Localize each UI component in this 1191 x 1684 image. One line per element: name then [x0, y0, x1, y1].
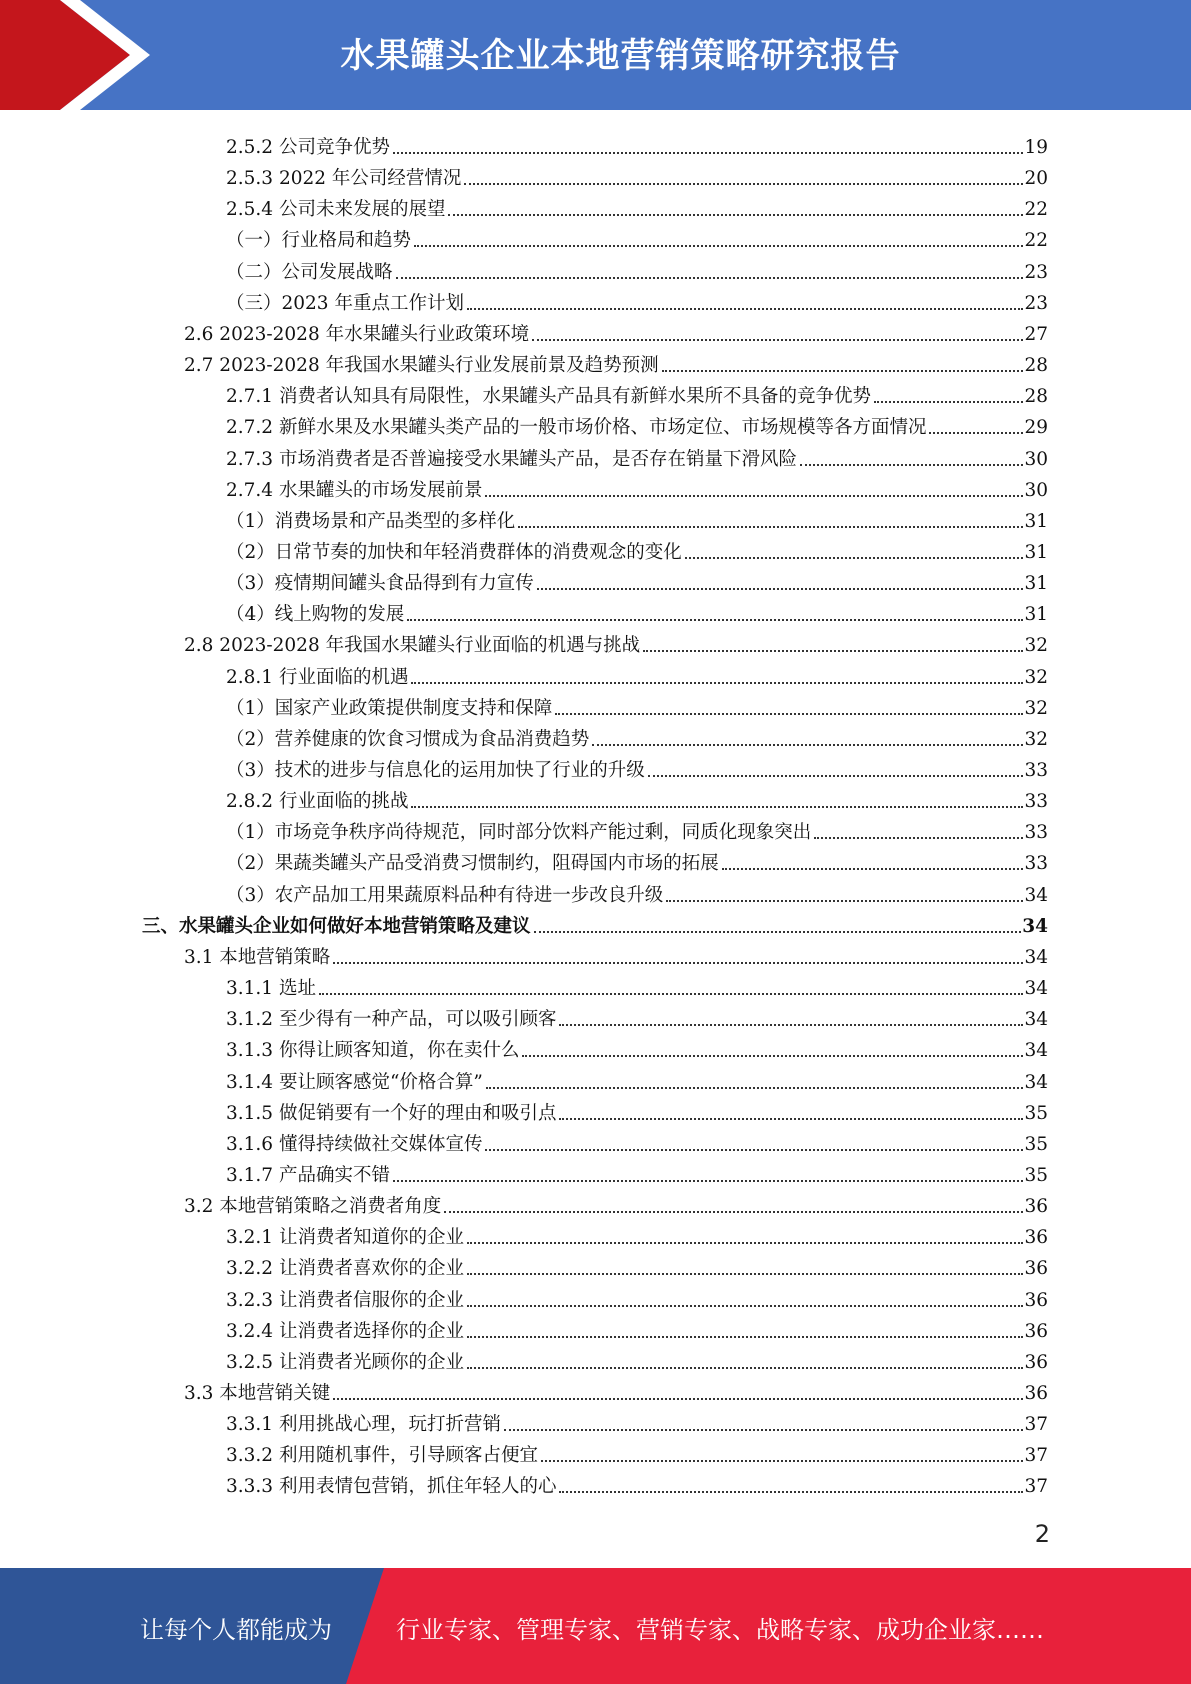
toc-dot-leader	[800, 464, 1023, 466]
report-title: 水果罐头企业本地营销策略研究报告	[340, 36, 901, 76]
toc-dot-leader	[467, 1336, 1023, 1338]
toc-entry[interactable]	[0, 1343, 1048, 1374]
toc-entry-page: 27	[1024, 323, 1048, 345]
toc-entry-title: （2）营养健康的饮食习惯成为食品消费趋势	[226, 728, 590, 750]
toc-dot-leader	[559, 1118, 1023, 1120]
toc-dot-leader	[559, 1491, 1023, 1493]
toc-dot-leader	[467, 1305, 1023, 1307]
toc-entry[interactable]	[0, 1125, 1048, 1156]
footer-banner	[0, 1568, 1191, 1684]
toc-entry-title: 2.5.4 公司未来发展的展望	[226, 199, 446, 221]
toc-entry-page: 30	[1024, 448, 1048, 470]
toc-entry-title: （2）果蔬类罐头产品受消费习惯制约，阻碍国内市场的拓展	[226, 853, 719, 875]
toc-entry-page: 34	[1022, 915, 1048, 937]
toc-entry-title: 3.1.3 你得让顾客知道，你在卖什么	[226, 1040, 520, 1062]
toc-entry-page: 36	[1024, 1383, 1048, 1404]
toc-entry-page: 33	[1024, 853, 1048, 875]
toc-entry-page: 32	[1024, 728, 1048, 750]
toc-entry-page: 32	[1024, 666, 1048, 688]
toc-entry[interactable]	[0, 782, 1048, 813]
toc-entry-title: 3.1.2 至少得有一种产品，可以吸引顾客	[226, 1009, 557, 1031]
toc-entry[interactable]	[0, 595, 1048, 626]
toc-entry[interactable]	[0, 440, 1048, 471]
toc-entry-page: 36	[1024, 1320, 1048, 1342]
toc-entry-title: 2.7 2023-2028 年我国水果罐头行业发展前景及趋势预测	[184, 355, 659, 377]
toc-entry-title: 3.2.5 让消费者光顾你的企业	[226, 1351, 464, 1373]
toc-entry-page: 22	[1024, 230, 1048, 252]
toc-dot-leader	[393, 152, 1023, 154]
toc-entry-page: 22	[1024, 199, 1048, 221]
toc-entry-title: （三）2023 年重点工作计划	[226, 292, 464, 314]
toc-dot-leader	[414, 245, 1023, 247]
toc-entry-title: （3）农产品加工用果蔬原料品种有待进一步改良升级	[226, 884, 664, 906]
toc-dot-leader	[448, 214, 1023, 216]
toc-entry[interactable]	[0, 284, 1048, 315]
toc-entry[interactable]	[0, 969, 1048, 1000]
page-number: 2	[1034, 1520, 1050, 1548]
toc-entry-page: 36	[1024, 1196, 1048, 1218]
toc-entry-page: 31	[1024, 573, 1048, 595]
toc-entry[interactable]	[0, 533, 1048, 564]
toc-entry-page: 34	[1024, 1071, 1048, 1093]
toc-entry-page: 31	[1024, 510, 1048, 532]
toc-entry-title: （1）国家产业政策提供制度支持和保障	[226, 697, 553, 719]
toc-entry-title: 3.3.2 利用随机事件，引导顾客占便宜	[226, 1445, 538, 1467]
toc-entry-page: 23	[1024, 292, 1048, 314]
toc-entry[interactable]	[0, 564, 1048, 595]
toc-entry[interactable]	[0, 346, 1048, 377]
toc-entry-title: 3.2.4 让消费者选择你的企业	[226, 1320, 464, 1342]
footer-slogan-right: 行业专家、管理专家、营销专家、战略专家、成功企业家……	[396, 1616, 1044, 1644]
toc-entry[interactable]	[0, 1467, 1048, 1498]
toc-entry-page: 33	[1024, 791, 1048, 813]
toc-entry-title: 3.2 本地营销策略之消费者角度	[184, 1196, 442, 1218]
toc-entry-title: （3）疫情期间罐头食品得到有力宣传	[226, 573, 534, 595]
toc-entry[interactable]	[0, 813, 1048, 844]
toc-dot-leader	[485, 1149, 1023, 1151]
toc-entry-title: （1）消费场景和产品类型的多样化	[226, 510, 516, 532]
toc-entry-title: 3.2.1 让消费者知道你的企业	[226, 1227, 464, 1249]
toc-entry-title: 三、水果罐头企业如何做好本地营销策略及建议	[142, 915, 531, 937]
toc-entry-page: 36	[1024, 1351, 1048, 1373]
toc-entry[interactable]	[0, 159, 1048, 190]
toc-entry-title: 2.7.2 新鲜水果及水果罐头类产品的一般市场价格、市场定位、市场规模等各方面情况	[226, 417, 927, 439]
toc-entry-title: 3.1 本地营销策略	[184, 946, 331, 968]
toc-entry-page: 34	[1024, 1009, 1048, 1031]
toc-dot-leader	[467, 1242, 1023, 1244]
toc-entry-title: 3.1.1 选址	[226, 978, 316, 1000]
toc-dot-leader	[592, 744, 1023, 746]
toc-entry-page: 28	[1024, 355, 1048, 377]
toc-entry[interactable]	[0, 658, 1048, 689]
toc-entry[interactable]	[0, 221, 1048, 252]
toc-entry[interactable]	[0, 1156, 1048, 1187]
toc-dot-leader	[444, 1211, 1023, 1213]
footer-slogan-left: 让每个人都能成为	[140, 1616, 332, 1644]
toc-entry[interactable]	[0, 1312, 1048, 1343]
toc-entry[interactable]	[0, 315, 1048, 346]
toc-entry-title: 3.1.5 做促销要有一个好的理由和吸引点	[226, 1102, 557, 1124]
toc-entry-page: 20	[1024, 168, 1048, 190]
toc-entry-page: 33	[1024, 822, 1048, 844]
toc-dot-leader	[643, 650, 1023, 652]
toc-dot-leader	[532, 339, 1023, 341]
toc-dot-leader	[319, 993, 1024, 995]
toc-dot-leader	[333, 962, 1023, 964]
toc-entry-page: 34	[1024, 1040, 1048, 1062]
toc-entry-title: （4）线上购物的发展	[226, 604, 405, 626]
toc-entry-page: 37	[1024, 1476, 1048, 1498]
toc-entry[interactable]	[0, 907, 1048, 938]
toc-entry-title: 2.7.1 消费者认知具有局限性，水果罐头产品具有新鲜水果所不具备的竞争优势	[226, 386, 871, 408]
toc-entry-page: 36	[1024, 1289, 1048, 1311]
toc-entry-title: 2.8 2023-2028 年我国水果罐头行业面临的机遇与挑战	[184, 635, 641, 657]
toc-entry-page: 32	[1024, 697, 1048, 719]
toc-entry[interactable]	[0, 408, 1048, 439]
toc-dot-leader	[393, 1180, 1023, 1182]
toc-dot-leader	[648, 775, 1024, 777]
toc-entry-title: 2.8.2 行业面临的挑战	[226, 791, 409, 813]
toc-entry[interactable]	[0, 1063, 1048, 1094]
toc-entry[interactable]	[0, 1094, 1048, 1125]
toc-entry[interactable]	[0, 253, 1048, 284]
toc-entry-title: 3.3 本地营销关键	[184, 1383, 331, 1404]
toc-entry-page: 30	[1024, 479, 1048, 501]
toc-entry[interactable]	[0, 938, 1048, 969]
toc-entry-page: 36	[1024, 1227, 1048, 1249]
toc-entry[interactable]	[0, 689, 1048, 720]
toc-entry[interactable]	[0, 1374, 1048, 1405]
toc-dot-leader	[467, 308, 1023, 310]
toc-entry-page: 23	[1024, 261, 1048, 283]
toc-entry[interactable]	[0, 1249, 1048, 1280]
toc-entry-title: 3.2.3 让消费者信服你的企业	[226, 1289, 464, 1311]
toc-entry-page: 37	[1024, 1445, 1048, 1467]
toc-dot-leader	[411, 682, 1023, 684]
toc-entry[interactable]	[0, 1000, 1048, 1031]
toc-entry[interactable]	[0, 1187, 1048, 1218]
toc-entry-page: 37	[1024, 1414, 1048, 1436]
toc-dot-leader	[396, 277, 1024, 279]
toc-entry-page: 36	[1024, 1258, 1048, 1280]
toc-dot-leader	[537, 588, 1024, 590]
toc-entry-title: 3.3.1 利用挑战心理，玩打折营销	[226, 1414, 501, 1436]
toc-entry-page: 19	[1024, 137, 1048, 158]
toc-dot-leader	[929, 432, 1023, 434]
toc-entry[interactable]	[0, 1031, 1048, 1062]
toc-entry-page: 35	[1024, 1133, 1048, 1155]
toc-dot-leader	[485, 495, 1023, 497]
toc-entry[interactable]	[0, 471, 1048, 502]
toc-entry-page: 33	[1024, 760, 1048, 781]
toc-entry-title: 3.1.4 要让顾客感觉“价格合算”	[226, 1071, 483, 1093]
toc-entry[interactable]	[0, 1436, 1048, 1467]
toc-entry-title: （1）市场竞争秩序尚待规范，同时部分饮料产能过剩，同质化现象突出	[226, 822, 812, 844]
toc-dot-leader	[555, 713, 1023, 715]
toc-entry[interactable]	[0, 876, 1048, 907]
toc-dot-leader	[874, 401, 1023, 403]
toc-dot-leader	[722, 868, 1024, 870]
toc-entry-title: 3.2.2 让消费者喜欢你的企业	[226, 1258, 464, 1280]
toc-entry-page: 31	[1024, 541, 1048, 563]
toc-entry-page: 35	[1024, 1102, 1048, 1124]
toc-entry-title: 3.1.6 懂得持续做社交媒体宣传	[226, 1133, 483, 1155]
header-red-chevron	[0, 0, 130, 110]
toc-entry-page: 35	[1024, 1164, 1048, 1186]
toc-entry-title: 2.8.1 行业面临的机遇	[226, 666, 409, 688]
toc-dot-leader	[662, 370, 1024, 372]
toc-dot-leader	[814, 837, 1023, 839]
toc-dot-leader	[467, 1273, 1023, 1275]
toc-dot-leader	[541, 1460, 1023, 1462]
toc-dot-leader	[518, 526, 1023, 528]
toc-entry[interactable]	[0, 190, 1048, 221]
toc-entry-title: 2.5.3 2022 年公司经营情况	[226, 168, 462, 190]
toc-entry[interactable]	[0, 1281, 1048, 1312]
toc-dot-leader	[685, 557, 1024, 559]
toc-dot-leader	[522, 1055, 1023, 1057]
toc-dot-leader	[411, 806, 1023, 808]
header-banner	[0, 0, 1191, 110]
toc-dot-leader	[486, 1087, 1024, 1089]
toc-entry-page: 34	[1024, 978, 1048, 1000]
toc-entry-page: 31	[1024, 604, 1048, 626]
toc-entry-title: 2.6 2023-2028 年水果罐头行业政策环境	[184, 323, 530, 345]
toc-entry-title: （2）日常节奏的加快和年轻消费群体的消费观念的变化	[226, 541, 682, 563]
toc-entry-page: 32	[1024, 635, 1048, 657]
toc-entry-title: （一）行业格局和趋势	[226, 230, 412, 252]
toc-entry-title: 2.5.2 公司竞争优势	[226, 137, 390, 158]
toc-dot-leader	[467, 1367, 1023, 1369]
toc-dot-leader	[534, 931, 1022, 933]
toc-entry-title: （3）技术的进步与信息化的运用加快了行业的升级	[226, 760, 645, 781]
toc-entry-page: 28	[1024, 386, 1048, 408]
toc-entry-page: 34	[1024, 946, 1048, 968]
toc-entry-page: 34	[1024, 884, 1048, 906]
toc-entry[interactable]	[0, 377, 1048, 408]
toc-entry[interactable]	[0, 720, 1048, 751]
toc-entry-title: 3.3.3 利用表情包营销，抓住年轻人的心	[226, 1476, 557, 1498]
toc-entry[interactable]	[0, 1218, 1048, 1249]
toc-entry[interactable]	[0, 1405, 1048, 1436]
toc-entry-title: 3.1.7 产品确实不错	[226, 1164, 390, 1186]
toc-dot-leader	[666, 900, 1023, 902]
toc-dot-leader	[333, 1398, 1023, 1400]
toc-entry-title: 2.7.4 水果罐头的市场发展前景	[226, 479, 483, 501]
toc-entry-title: （二）公司发展战略	[226, 261, 393, 283]
toc-entry-title: 2.7.3 市场消费者是否普遍接受水果罐头产品，是否存在销量下滑风险	[226, 448, 797, 470]
toc-entry[interactable]	[0, 128, 1048, 159]
toc-entry[interactable]	[0, 626, 1048, 657]
toc-entry[interactable]	[0, 751, 1048, 782]
toc-dot-leader	[559, 1024, 1023, 1026]
toc-dot-leader	[407, 619, 1023, 621]
toc-dot-leader	[504, 1429, 1023, 1431]
toc-entry[interactable]	[0, 844, 1048, 875]
toc-entry[interactable]	[0, 502, 1048, 533]
toc-entry-page: 29	[1024, 417, 1048, 439]
toc-dot-leader	[464, 183, 1023, 185]
